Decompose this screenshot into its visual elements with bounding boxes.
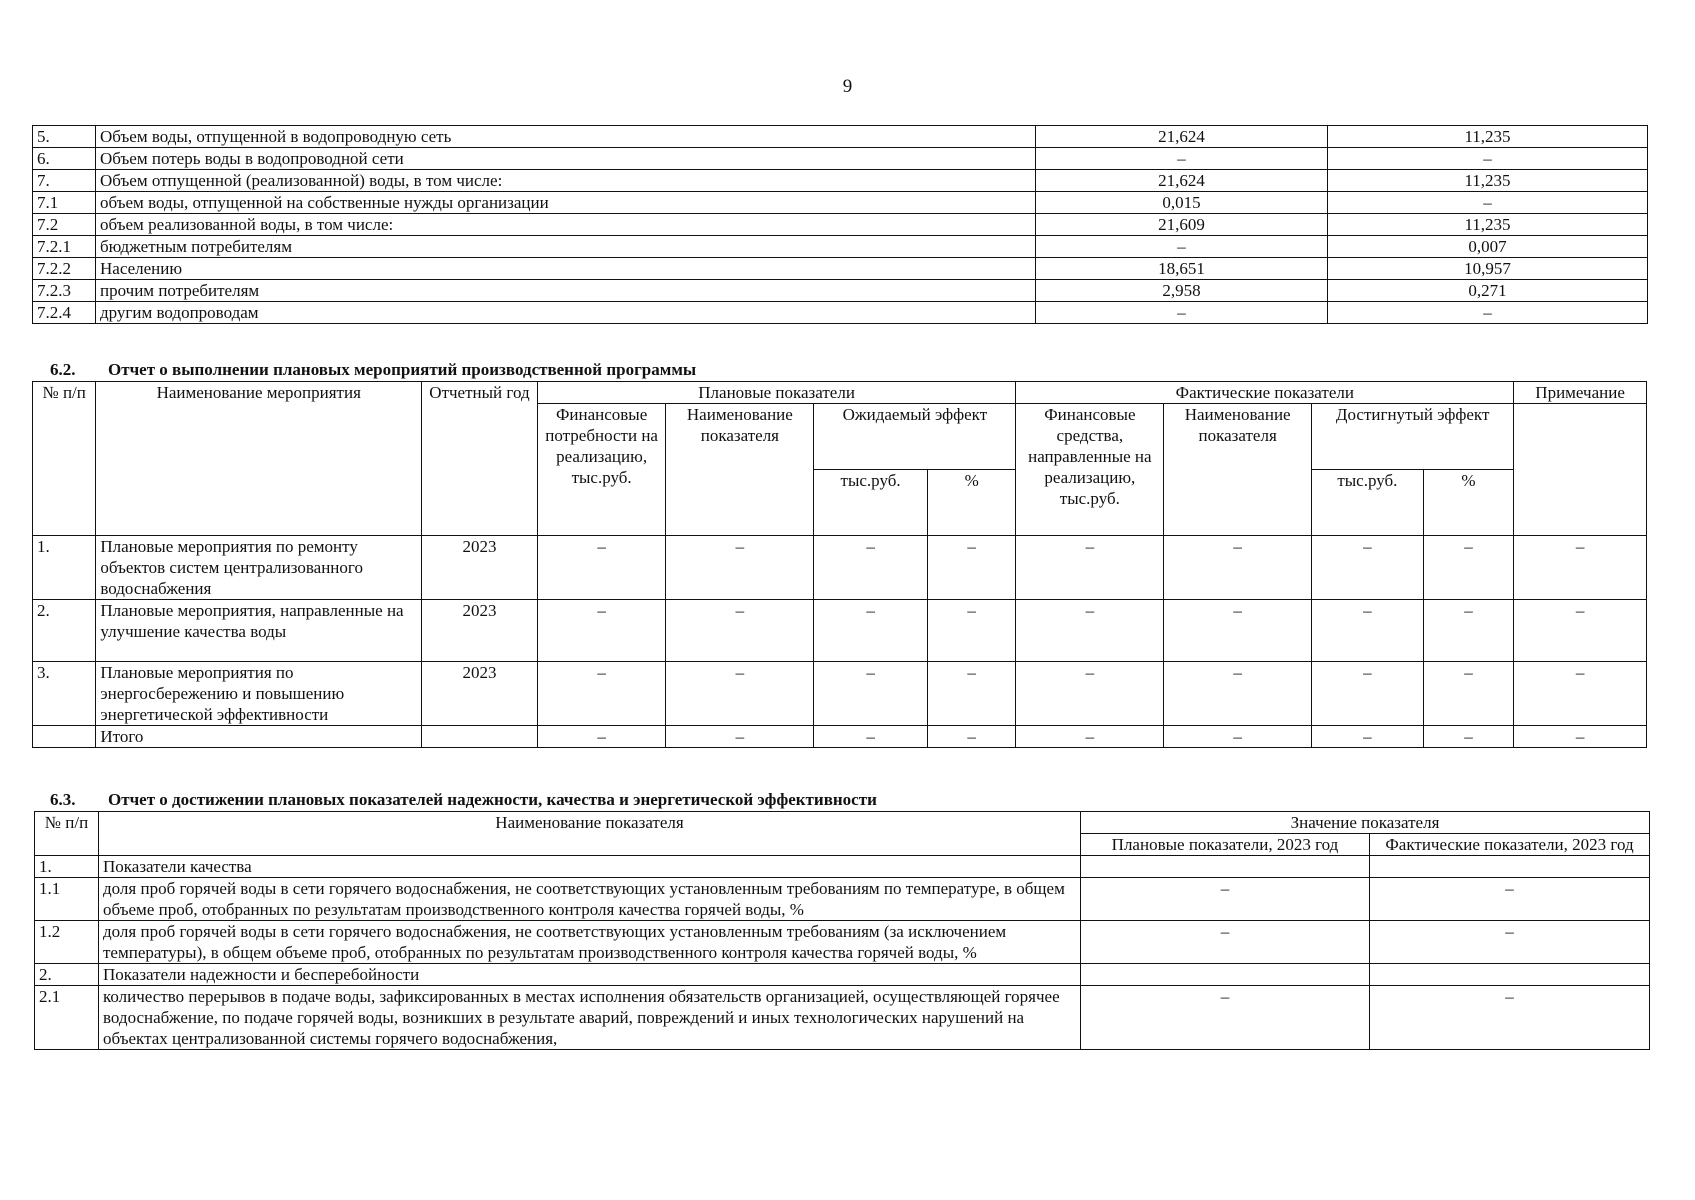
- actual-value: –: [1370, 921, 1650, 964]
- total-plan-financial-value: –: [537, 726, 666, 748]
- header-actual-thousand-rub: тыс.руб.: [1312, 470, 1424, 536]
- row-name: Объем воды, отпущенной в водопроводную сеть: [96, 126, 1036, 148]
- table-row: [33, 148, 1648, 170]
- total-actual-indicator-value: –: [1164, 726, 1312, 748]
- planned-value: 21,624: [1036, 126, 1328, 148]
- table-row: [33, 126, 1648, 148]
- measure-name: Плановые мероприятия, направленные на улучшение качества воды: [96, 600, 422, 662]
- planned-value: 0,015: [1036, 192, 1328, 214]
- plan-effect-thousand-value: –: [814, 600, 928, 662]
- section-6-3-heading: [50, 790, 877, 810]
- row-number: 1.1: [35, 878, 99, 921]
- note-value: –: [1514, 600, 1647, 662]
- plan-financial-value: –: [537, 536, 666, 600]
- row-name: бюджетным потребителям: [96, 236, 1036, 258]
- planned-measures-table: [32, 381, 1647, 748]
- indicator-name: доля проб горячей воды в сети горячего водоснабжения, не соответствующих установленным требованиям по температуре, в общем объеме проб, отобранных по результатам производственного контроля качества горячей воды, %: [99, 878, 1081, 921]
- plan-indicator-value: –: [666, 600, 814, 662]
- actual-effect-percent-value: –: [1423, 536, 1514, 600]
- actual-effect-percent-value: –: [1423, 662, 1514, 726]
- group-row: [35, 964, 1650, 986]
- header-actual-2023: Фактические показатели, 2023 год: [1370, 834, 1650, 856]
- table-row: [35, 986, 1650, 1050]
- row-number: 3.: [33, 662, 96, 726]
- total-note-value: –: [1514, 726, 1647, 748]
- table-row: [33, 536, 1647, 600]
- header-plan-indicator-name: Наименование показателя: [666, 404, 814, 536]
- table-row: [35, 878, 1650, 921]
- planned-value: –: [1081, 986, 1370, 1050]
- header-expected-effect: Ожидаемый эффект: [814, 404, 1016, 470]
- planned-value: –: [1081, 921, 1370, 964]
- row-number: 2.1: [35, 986, 99, 1050]
- row-number: 1.: [33, 536, 96, 600]
- planned-value: [1081, 964, 1370, 986]
- planned-value: 21,624: [1036, 170, 1328, 192]
- planned-value: –: [1036, 148, 1328, 170]
- actual-value: 0,007: [1328, 236, 1648, 258]
- header-actual-percent: %: [1423, 470, 1514, 536]
- row-number: 2.: [35, 964, 99, 986]
- row-number: 7.1: [33, 192, 96, 214]
- total-actual-effect-percent-value: –: [1423, 726, 1514, 748]
- measure-name: Плановые мероприятия по энергосбережению и повышению энергетической эффективности: [96, 662, 422, 726]
- total-plan-indicator-value: –: [666, 726, 814, 748]
- section-6-2-heading: [50, 360, 696, 380]
- row-name: объем реализованной воды, в том числе:: [96, 214, 1036, 236]
- row-name: Объем потерь воды в водопроводной сети: [96, 148, 1036, 170]
- row-number: 7.: [33, 170, 96, 192]
- planned-value: 18,651: [1036, 258, 1328, 280]
- planned-value: –: [1081, 878, 1370, 921]
- planned-value: [1081, 856, 1370, 878]
- actual-indicator-value: –: [1164, 536, 1312, 600]
- row-number: 7.2.3: [33, 280, 96, 302]
- planned-value: –: [1036, 302, 1328, 324]
- planned-value: 21,609: [1036, 214, 1328, 236]
- group-name: Показатели качества: [99, 856, 1081, 878]
- table-row: [33, 192, 1648, 214]
- actual-financial-value: –: [1016, 536, 1164, 600]
- table-row: [33, 214, 1648, 236]
- table-row: [35, 921, 1650, 964]
- actual-effect-thousand-value: –: [1312, 600, 1424, 662]
- header-measure-name: Наименование мероприятия: [96, 382, 422, 536]
- section-title: Отчет о достижении плановых показателей надежности, качества и энергетической эффективности: [108, 790, 877, 809]
- header-report-year: Отчетный год: [422, 382, 538, 536]
- actual-effect-thousand-value: –: [1312, 536, 1424, 600]
- plan-effect-percent-value: –: [927, 536, 1016, 600]
- row-number: 7.2.2: [33, 258, 96, 280]
- actual-effect-thousand-value: –: [1312, 662, 1424, 726]
- row-number: 7.2.4: [33, 302, 96, 324]
- planned-value: –: [1036, 236, 1328, 258]
- actual-value: [1370, 856, 1650, 878]
- header-note: Примечание: [1514, 382, 1647, 404]
- actual-indicator-value: –: [1164, 600, 1312, 662]
- report-year: 2023: [422, 662, 538, 726]
- row-name: другим водопроводам: [96, 302, 1036, 324]
- actual-value: 10,957: [1328, 258, 1648, 280]
- row-number: 2.: [33, 600, 96, 662]
- plan-financial-value: –: [537, 662, 666, 726]
- table-row: [33, 600, 1647, 662]
- actual-value: –: [1370, 878, 1650, 921]
- header-planned-indicators: Плановые показатели: [537, 382, 1016, 404]
- header-plan-percent: %: [927, 470, 1016, 536]
- actual-value: 11,235: [1328, 170, 1648, 192]
- header-indicator-name: Наименование показателя: [99, 812, 1081, 856]
- header-plan-financial: Финансовые потребности на реализацию, тыс.руб.: [537, 404, 666, 536]
- header-indicator-value: Значение показателя: [1081, 812, 1650, 834]
- header-actual-indicators: Фактические показатели: [1016, 382, 1514, 404]
- reliability-quality-table: [34, 811, 1650, 1050]
- section-number: 6.3.: [50, 790, 76, 809]
- section-title: Отчет о выполнении плановых мероприятий производственной программы: [108, 360, 697, 379]
- row-name: Объем отпущенной (реализованной) воды, в том числе:: [96, 170, 1036, 192]
- actual-value: –: [1328, 192, 1648, 214]
- actual-value: –: [1370, 986, 1650, 1050]
- table-row: [33, 280, 1648, 302]
- note-value: –: [1514, 662, 1647, 726]
- row-number: 5.: [33, 126, 96, 148]
- total-plan-effect-thousand-value: –: [814, 726, 928, 748]
- total-label: Итого: [96, 726, 422, 748]
- actual-value: 11,235: [1328, 126, 1648, 148]
- row-number: 6.: [33, 148, 96, 170]
- plan-effect-percent-value: –: [927, 600, 1016, 662]
- header-achieved-effect: Достигнутый эффект: [1312, 404, 1514, 470]
- plan-effect-thousand-value: –: [814, 662, 928, 726]
- actual-value: –: [1328, 148, 1648, 170]
- actual-value: [1370, 964, 1650, 986]
- indicator-name: количество перерывов в подаче воды, зафиксированных в местах исполнения обязательств организацией, осуществляющей горячее водоснабжение, по подаче горячей воды, возникших в результате аварий, повреждений и иных технологических нарушений на объектах централизованной системы горячего водоснабжения,: [99, 986, 1081, 1050]
- row-name: объем воды, отпущенной на собственные нужды организации: [96, 192, 1036, 214]
- total-actual-financial-value: –: [1016, 726, 1164, 748]
- actual-effect-percent-value: –: [1423, 600, 1514, 662]
- actual-value: –: [1328, 302, 1648, 324]
- total-plan-effect-percent-value: –: [927, 726, 1016, 748]
- table-row: [33, 302, 1648, 324]
- water-volume-table: [32, 125, 1648, 324]
- table-row: [33, 236, 1648, 258]
- indicator-name: доля проб горячей воды в сети горячего водоснабжения, не соответствующих установленным требованиям (за исключением температуры), в общем объеме проб, отобранных по результатам производственного контроля качества горячей воды, %: [99, 921, 1081, 964]
- group-name: Показатели надежности и бесперебойности: [99, 964, 1081, 986]
- note-value: –: [1514, 536, 1647, 600]
- actual-value: 0,271: [1328, 280, 1648, 302]
- section-number: 6.2.: [50, 360, 76, 379]
- plan-effect-thousand-value: –: [814, 536, 928, 600]
- actual-financial-value: –: [1016, 600, 1164, 662]
- total-row-number: [33, 726, 96, 748]
- group-row: [35, 856, 1650, 878]
- header-actual-indicator-name: Наименование показателя: [1164, 404, 1312, 536]
- row-name: Населению: [96, 258, 1036, 280]
- total-row: [33, 726, 1647, 748]
- header-num: № п/п: [33, 382, 96, 536]
- row-number: 1.2: [35, 921, 99, 964]
- actual-financial-value: –: [1016, 662, 1164, 726]
- report-year: 2023: [422, 536, 538, 600]
- table-row: [33, 170, 1648, 192]
- row-number: 1.: [35, 856, 99, 878]
- report-year: 2023: [422, 600, 538, 662]
- planned-value: 2,958: [1036, 280, 1328, 302]
- page-number: 9: [842, 76, 853, 97]
- table-row: [33, 258, 1648, 280]
- measure-name: Плановые мероприятия по ремонту объектов систем централизованного водоснабжения: [96, 536, 422, 600]
- plan-indicator-value: –: [666, 536, 814, 600]
- plan-indicator-value: –: [666, 662, 814, 726]
- row-number: 7.2.1: [33, 236, 96, 258]
- row-number: 7.2: [33, 214, 96, 236]
- actual-value: 11,235: [1328, 214, 1648, 236]
- total-actual-effect-thousand-value: –: [1312, 726, 1424, 748]
- total-year: [422, 726, 538, 748]
- plan-financial-value: –: [537, 600, 666, 662]
- row-name: прочим потребителям: [96, 280, 1036, 302]
- header-num: № п/п: [35, 812, 99, 856]
- plan-effect-percent-value: –: [927, 662, 1016, 726]
- table-row: [33, 662, 1647, 726]
- header-plan-thousand-rub: тыс.руб.: [814, 470, 928, 536]
- header-actual-financial: Финансовые средства, направленные на реализацию, тыс.руб.: [1016, 404, 1164, 536]
- actual-indicator-value: –: [1164, 662, 1312, 726]
- header-planned-2023: Плановые показатели, 2023 год: [1081, 834, 1370, 856]
- header-note-empty: [1514, 404, 1647, 536]
